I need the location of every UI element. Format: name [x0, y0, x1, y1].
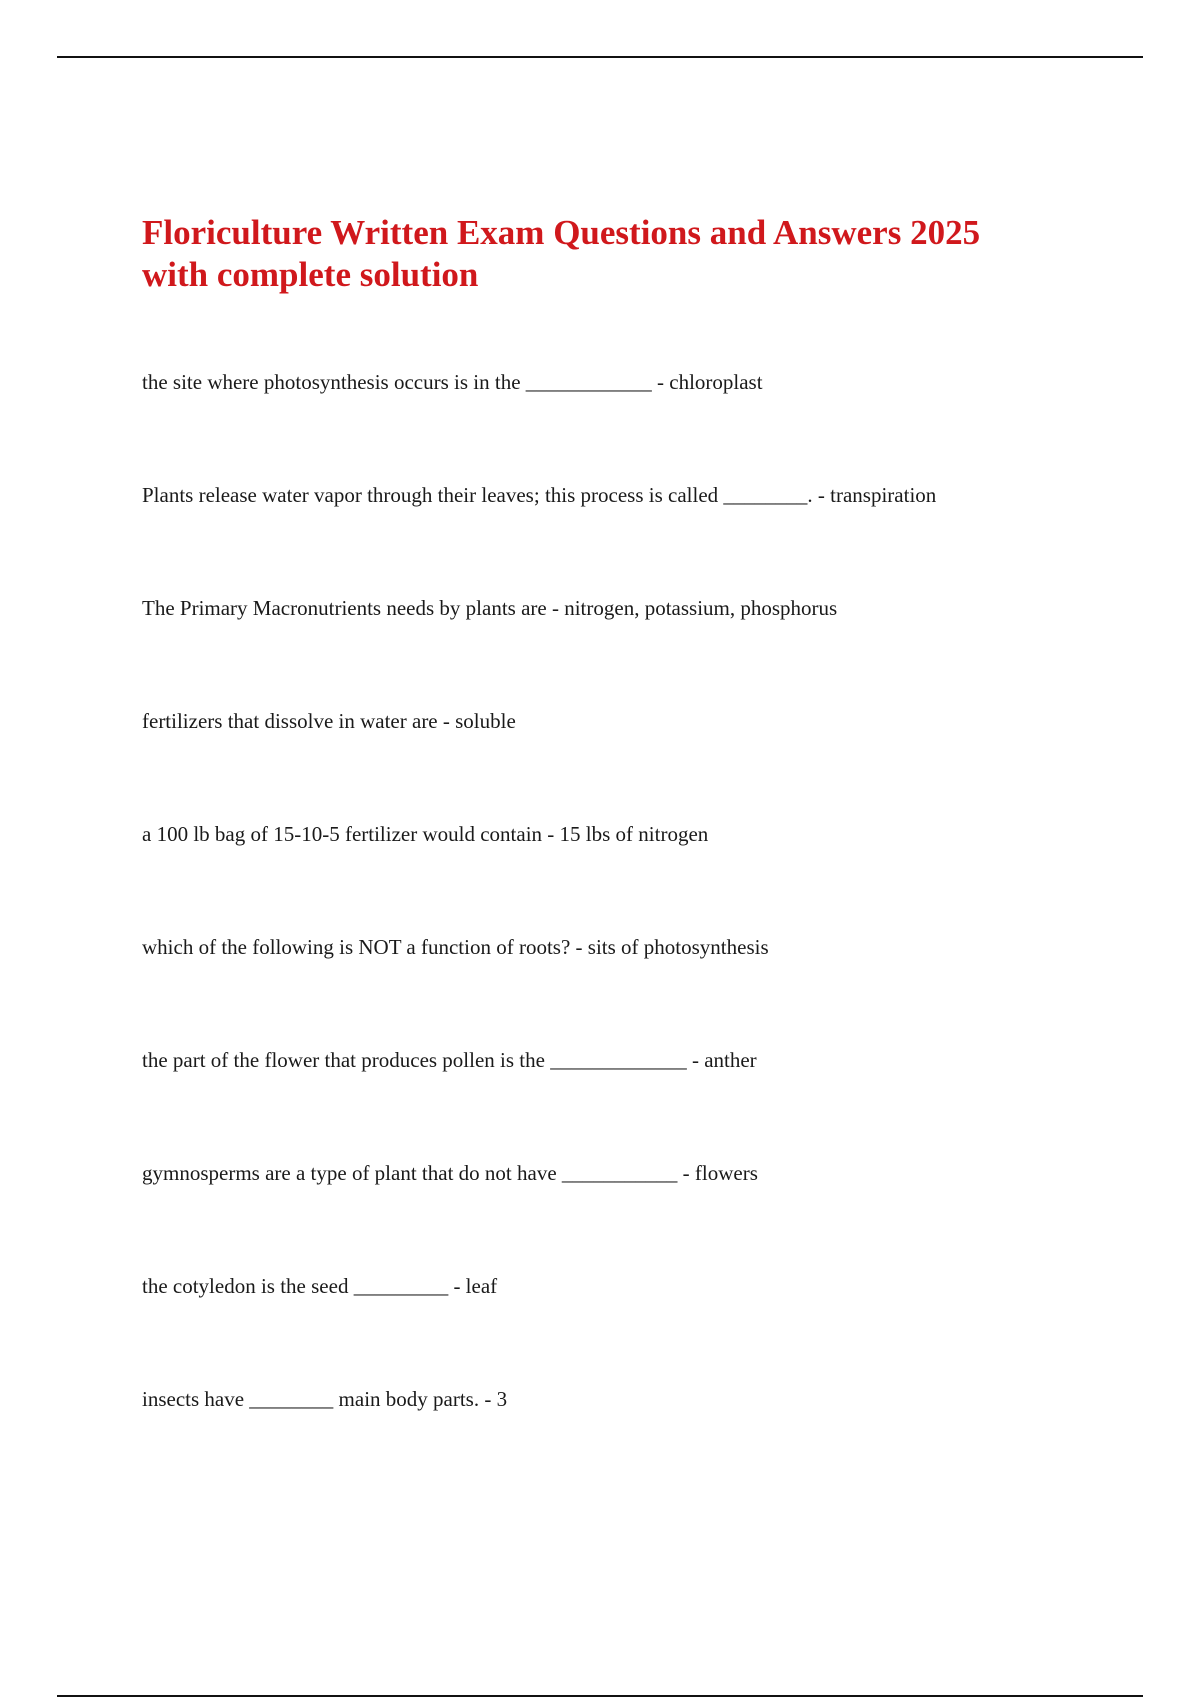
qa-item: the cotyledon is the seed _________ - leaf — [142, 1274, 498, 1298]
document-title-line-2: with complete solution — [142, 255, 479, 294]
question-answer-list — [142, 366, 1142, 1496]
qa-item: which of the following is NOT a function of roots? - sits of photosynthesis — [142, 935, 769, 959]
document-title — [142, 212, 1082, 296]
qa-item: gymnosperms are a type of plant that do not have ___________ - flowers — [142, 1161, 758, 1185]
qa-item: Plants release water vapor through their leaves; this process is called ________. - transpiration — [142, 483, 937, 507]
qa-item: the site where photosynthesis occurs is in the ____________ - chloroplast — [142, 370, 763, 394]
header-divider — [57, 56, 1143, 58]
qa-item: The Primary Macronutrients needs by plants are - nitrogen, potassium, phosphorus — [142, 596, 838, 620]
qa-item: fertilizers that dissolve in water are - soluble — [142, 709, 516, 733]
qa-item: insects have ________ main body parts. - 3 — [142, 1387, 508, 1411]
qa-item: a 100 lb bag of 15-10-5 fertilizer would contain - 15 lbs of nitrogen — [142, 822, 709, 846]
qa-item: the part of the flower that produces pollen is the _____________ - anther — [142, 1048, 757, 1072]
document-title-line-1: Floriculture Written Exam Questions and Answers 2025 — [142, 213, 981, 252]
footer-divider — [57, 1695, 1143, 1697]
